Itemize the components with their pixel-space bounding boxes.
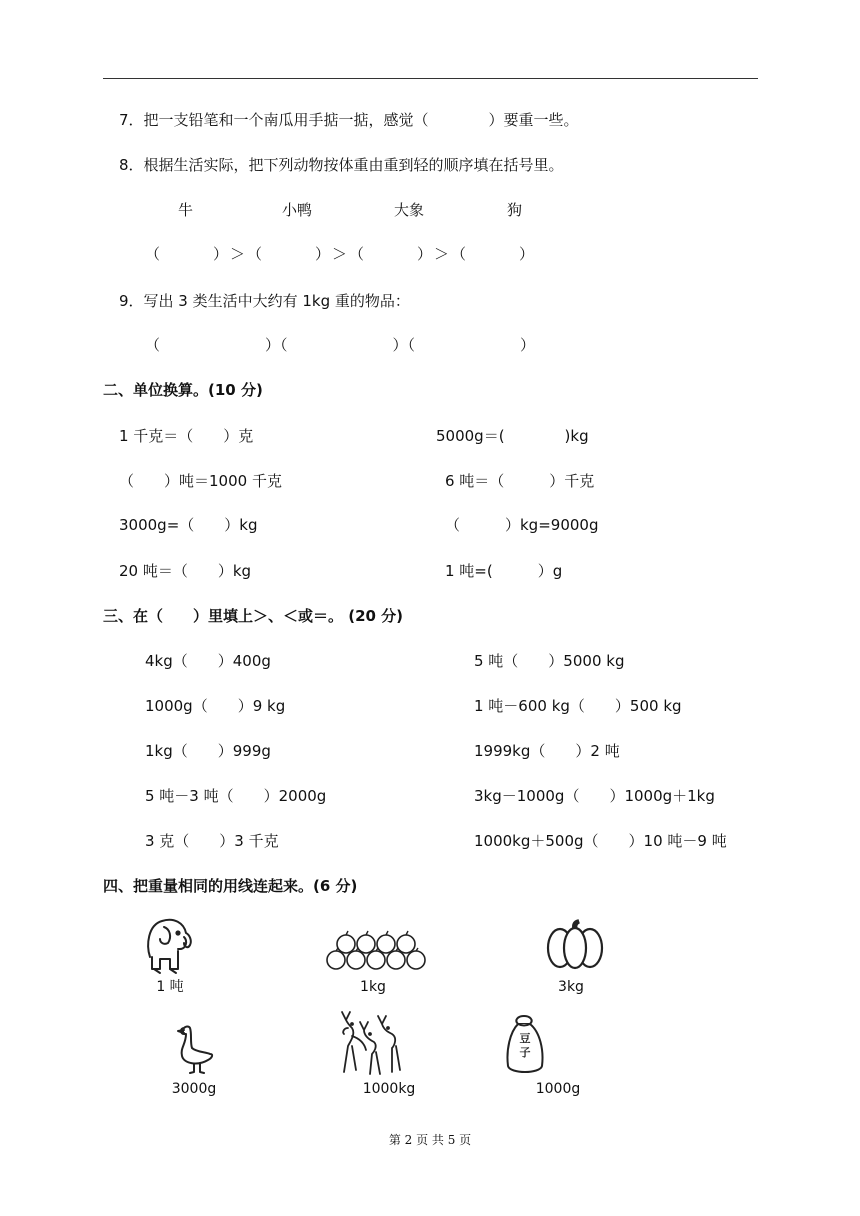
animal-duckling: 小鸭 — [282, 201, 313, 219]
label-1000-g: 1000g — [535, 1081, 581, 1097]
question-8-blanks: （ ）＞（ ）＞（ ）＞（ ） — [145, 245, 537, 263]
compare-item: 1000kg＋500g（ ）10 吨－9 吨 — [474, 832, 727, 850]
compare-item: 1999kg（ ）2 吨 — [474, 742, 620, 760]
pumpkin-icon — [546, 918, 604, 970]
question-7: 7．把一支铅笔和一个南瓜用手掂一掂，感觉（ ）要重一些。 — [119, 111, 579, 129]
goose-icon — [174, 1022, 218, 1074]
animal-dog: 狗 — [507, 201, 523, 219]
bean-bag-icon — [504, 1014, 546, 1076]
conversion-item: 3000g=（ ）kg — [119, 516, 258, 534]
section-3-title: 三、在（ ）里填上＞、＜或＝。 (20 分) — [103, 607, 404, 625]
compare-item: 3kg－1000g（ ）1000g＋1kg — [474, 787, 715, 805]
label-3-kg: 3kg — [558, 979, 584, 995]
label-1-kg: 1kg — [360, 979, 386, 995]
compare-item: 4kg（ ）400g — [145, 652, 271, 670]
section-4-title: 四、把重量相同的用线连起来。(6 分) — [103, 877, 358, 895]
apples-icon — [326, 930, 430, 974]
conversion-item: 20 吨＝（ ）kg — [119, 562, 252, 580]
label-1000-kg: 1000kg — [362, 1081, 416, 1097]
conversion-item: （ ）吨＝1000 千克 — [119, 472, 282, 490]
compare-item: 3 克（ ）3 千克 — [145, 832, 279, 850]
conversion-item: 1 千克＝（ ）克 — [119, 427, 254, 445]
header-rule — [103, 78, 758, 79]
compare-item: 5 吨（ ）5000 kg — [474, 652, 625, 670]
page-footer: 第 2 页 共 5 页 — [388, 1133, 472, 1147]
conversion-item: 5000g＝( )kg — [436, 427, 589, 445]
compare-item: 1kg（ ）999g — [145, 742, 271, 760]
section-2-title: 二、单位换算。(10 分) — [103, 381, 263, 399]
conversion-item: 6 吨＝（ ）千克 — [445, 472, 595, 490]
compare-item: 1 吨－600 kg（ ）500 kg — [474, 697, 682, 715]
conversion-item: （ ）kg=9000g — [445, 516, 599, 534]
elephant-icon — [140, 915, 200, 975]
question-9-blanks: （ ）（ ）（ ） — [145, 336, 536, 354]
label-1-ton: 1 吨 — [156, 979, 184, 995]
animal-elephant: 大象 — [394, 201, 425, 219]
animal-cow: 牛 — [178, 201, 194, 219]
label-3000-g: 3000g — [171, 1081, 217, 1097]
compare-item: 1000g（ ）9 kg — [145, 697, 286, 715]
deer-icon — [334, 1006, 408, 1078]
conversion-item: 1 吨=( ）g — [445, 562, 563, 580]
compare-item: 5 吨－3 吨（ ）2000g — [145, 787, 327, 805]
bean-bag-text-1: 豆子 — [519, 1032, 531, 1059]
question-9: 9．写出 3 类生活中大约有 1kg 重的物品： — [119, 292, 410, 310]
question-8: 8．根据生活实际，把下列动物按体重由重到轻的顺序填在括号里。 — [119, 156, 564, 174]
